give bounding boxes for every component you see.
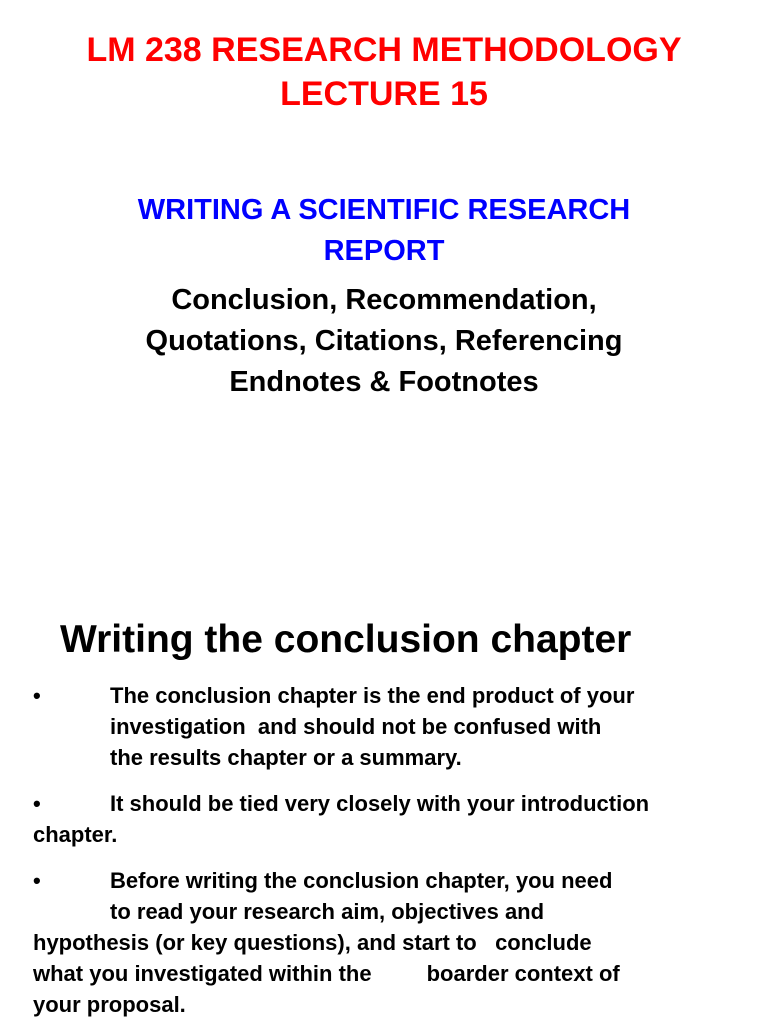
topics-line-2: Quotations, Citations, Referencing: [145, 325, 623, 357]
bullet-text: [33, 865, 733, 1020]
report-subtitle-line-2: REPORT: [323, 235, 445, 267]
bullet-marker: •: [33, 868, 41, 893]
bullet-line: investigation and should not be confused with: [110, 714, 602, 739]
topics-list: [0, 280, 768, 403]
course-title: [0, 28, 768, 116]
bullet-item: [33, 680, 733, 773]
bullet-line: introduction chapter.: [33, 791, 650, 847]
bullet-text: [33, 680, 733, 773]
title-slide: [0, 0, 768, 512]
topics-line-1: Conclusion, Recommendation,: [171, 284, 597, 316]
bullet-line: to read your research aim, objectives and: [110, 899, 545, 924]
report-subtitle: [0, 190, 768, 272]
bullet-text: [33, 788, 733, 850]
bullet-marker: •: [33, 791, 41, 816]
bullet-line: hypothesis (or key questions), and start to conclude: [33, 930, 592, 955]
bullet-list: [33, 680, 733, 1035]
topics-line-3: Endnotes & Footnotes: [229, 366, 539, 398]
bullet-item: [33, 865, 733, 1020]
bullet-line: the results chapter or a summary.: [110, 745, 462, 770]
course-title-line-2: LECTURE 15: [280, 75, 488, 113]
bullet-line: It should be tied very closely with your: [110, 791, 515, 816]
bullet-item: [33, 788, 733, 850]
report-subtitle-line-1: WRITING A SCIENTIFIC RESEARCH: [137, 194, 631, 226]
bullet-line: Before writing the conclusion chapter, you need: [110, 868, 613, 893]
course-title-line-1: LM 238 RESEARCH METHODOLOGY: [86, 31, 682, 69]
bullet-line: your proposal.: [33, 992, 186, 1017]
conclusion-slide: [0, 600, 768, 1024]
bullet-marker: •: [33, 683, 41, 708]
bullet-line: what you investigated within the boarder context of: [33, 961, 620, 986]
slide-heading: Writing the conclusion chapter: [60, 618, 632, 661]
bullet-line: The conclusion chapter is the end product of your: [110, 683, 635, 708]
